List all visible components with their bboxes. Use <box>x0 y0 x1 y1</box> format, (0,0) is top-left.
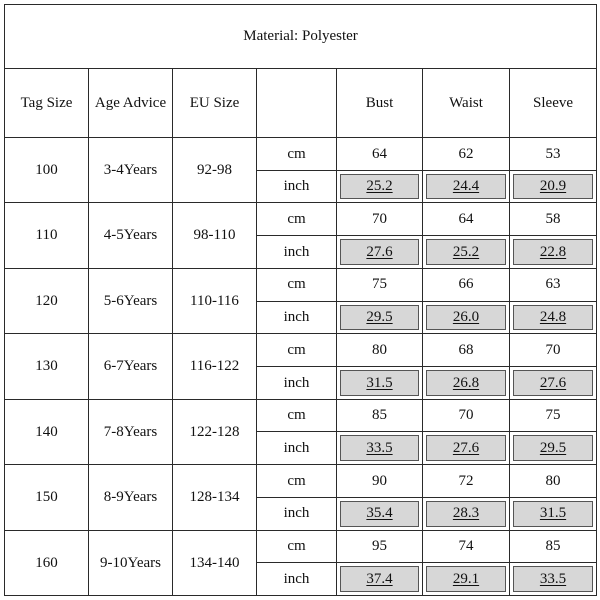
bust-cm-cell: 80 <box>337 334 423 367</box>
size-table <box>4 4 597 596</box>
unit-inch-cell: inch <box>257 170 337 203</box>
unit-inch-cell: inch <box>257 301 337 334</box>
header-age-advice: Age Advice <box>89 69 173 138</box>
eu-size-cell: 98-110 <box>173 203 257 268</box>
bust-cm-cell: 85 <box>337 399 423 432</box>
waist-inch-cell: 26.0 <box>423 301 510 334</box>
bust-inch-cell: 27.6 <box>337 236 423 269</box>
sleeve-inch-cell: 24.8 <box>510 301 597 334</box>
sleeve-inch-cell: 20.9 <box>510 170 597 203</box>
unit-cm-cell: cm <box>257 399 337 432</box>
waist-cm-cell: 70 <box>423 399 510 432</box>
sleeve-inch-cell: 22.8 <box>510 236 597 269</box>
table-row <box>5 137 597 170</box>
unit-cm-cell: cm <box>257 334 337 367</box>
sleeve-cm-cell: 85 <box>510 530 597 563</box>
bust-cm-cell: 70 <box>337 203 423 236</box>
sleeve-inch-cell: 27.6 <box>510 366 597 399</box>
header-tag-size: Tag Size <box>5 69 89 138</box>
eu-size-cell: 122-128 <box>173 399 257 464</box>
sleeve-inch-cell: 29.5 <box>510 432 597 465</box>
age-advice-cell: 4-5Years <box>89 203 173 268</box>
unit-cm-cell: cm <box>257 268 337 301</box>
bust-cm-cell: 75 <box>337 268 423 301</box>
table-title: Material: Polyester <box>5 5 597 69</box>
waist-inch-cell: 29.1 <box>423 563 510 596</box>
age-advice-cell: 8-9Years <box>89 465 173 530</box>
age-advice-cell: 6-7Years <box>89 334 173 399</box>
tag-size-cell: 110 <box>5 203 89 268</box>
sleeve-cm-cell: 63 <box>510 268 597 301</box>
tag-size-cell: 160 <box>5 530 89 595</box>
unit-inch-cell: inch <box>257 366 337 399</box>
unit-inch-cell: inch <box>257 432 337 465</box>
sleeve-cm-cell: 75 <box>510 399 597 432</box>
eu-size-cell: 92-98 <box>173 137 257 202</box>
table-row <box>5 203 597 236</box>
sleeve-cm-cell: 70 <box>510 334 597 367</box>
age-advice-cell: 7-8Years <box>89 399 173 464</box>
bust-inch-cell: 37.4 <box>337 563 423 596</box>
header-unit <box>257 69 337 138</box>
waist-cm-cell: 66 <box>423 268 510 301</box>
table-row <box>5 268 597 301</box>
waist-inch-cell: 27.6 <box>423 432 510 465</box>
header-row <box>5 69 597 138</box>
unit-cm-cell: cm <box>257 137 337 170</box>
age-advice-cell: 3-4Years <box>89 137 173 202</box>
sleeve-cm-cell: 58 <box>510 203 597 236</box>
tag-size-cell: 150 <box>5 465 89 530</box>
eu-size-cell: 134-140 <box>173 530 257 595</box>
waist-cm-cell: 74 <box>423 530 510 563</box>
sleeve-inch-cell: 33.5 <box>510 563 597 596</box>
header-eu-size: EU Size <box>173 69 257 138</box>
table-row <box>5 465 597 498</box>
tag-size-cell: 130 <box>5 334 89 399</box>
bust-cm-cell: 90 <box>337 465 423 498</box>
tag-size-cell: 120 <box>5 268 89 333</box>
waist-cm-cell: 72 <box>423 465 510 498</box>
bust-inch-cell: 35.4 <box>337 497 423 530</box>
header-sleeve: Sleeve <box>510 69 597 138</box>
table-row <box>5 334 597 367</box>
unit-cm-cell: cm <box>257 530 337 563</box>
waist-inch-cell: 28.3 <box>423 497 510 530</box>
eu-size-cell: 110-116 <box>173 268 257 333</box>
tag-size-cell: 140 <box>5 399 89 464</box>
eu-size-cell: 116-122 <box>173 334 257 399</box>
waist-inch-cell: 26.8 <box>423 366 510 399</box>
bust-inch-cell: 33.5 <box>337 432 423 465</box>
sleeve-cm-cell: 80 <box>510 465 597 498</box>
size-chart <box>4 4 596 596</box>
sleeve-cm-cell: 53 <box>510 137 597 170</box>
eu-size-cell: 128-134 <box>173 465 257 530</box>
waist-inch-cell: 25.2 <box>423 236 510 269</box>
sleeve-inch-cell: 31.5 <box>510 497 597 530</box>
waist-inch-cell: 24.4 <box>423 170 510 203</box>
bust-inch-cell: 25.2 <box>337 170 423 203</box>
bust-cm-cell: 64 <box>337 137 423 170</box>
unit-cm-cell: cm <box>257 203 337 236</box>
age-advice-cell: 9-10Years <box>89 530 173 595</box>
unit-cm-cell: cm <box>257 465 337 498</box>
bust-inch-cell: 31.5 <box>337 366 423 399</box>
waist-cm-cell: 68 <box>423 334 510 367</box>
header-bust: Bust <box>337 69 423 138</box>
header-waist: Waist <box>423 69 510 138</box>
bust-inch-cell: 29.5 <box>337 301 423 334</box>
unit-inch-cell: inch <box>257 563 337 596</box>
tag-size-cell: 100 <box>5 137 89 202</box>
table-row <box>5 399 597 432</box>
bust-cm-cell: 95 <box>337 530 423 563</box>
age-advice-cell: 5-6Years <box>89 268 173 333</box>
table-row <box>5 530 597 563</box>
waist-cm-cell: 64 <box>423 203 510 236</box>
unit-inch-cell: inch <box>257 497 337 530</box>
unit-inch-cell: inch <box>257 236 337 269</box>
waist-cm-cell: 62 <box>423 137 510 170</box>
